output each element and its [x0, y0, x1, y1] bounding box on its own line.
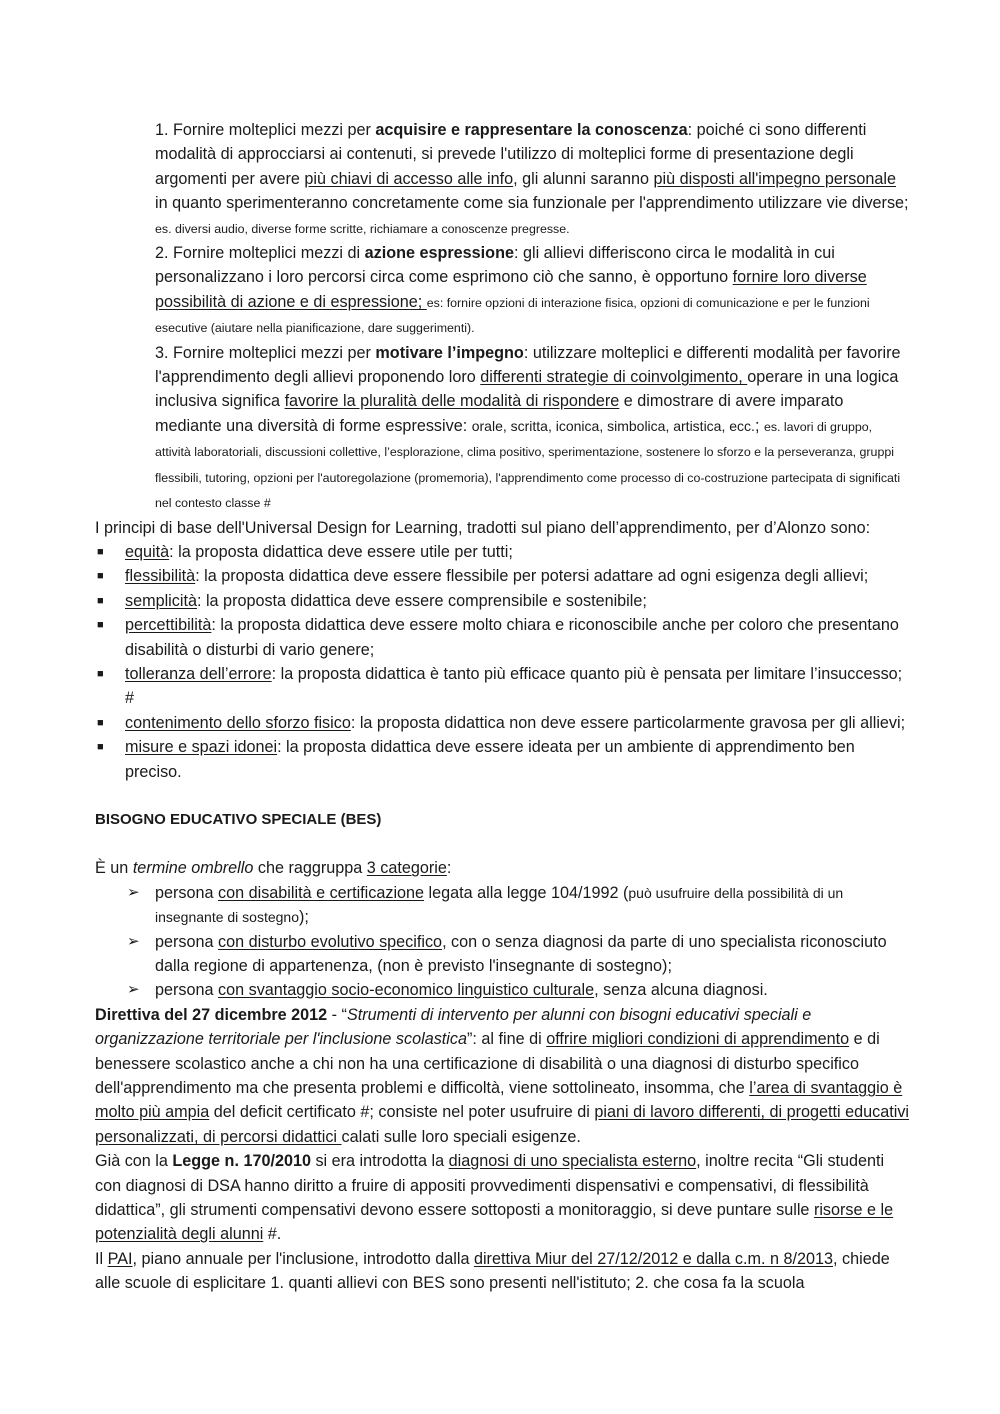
square-bullet-icon: ■	[97, 619, 104, 632]
text: 2. Fornire molteplici mezzi di	[155, 244, 365, 263]
text: ;	[754, 416, 764, 435]
legge-paragraph	[95, 1149, 910, 1247]
bes-intro	[95, 856, 910, 880]
underlined-text: 3 categorie	[366, 859, 447, 878]
text: , con o senza diagnosi da parte di uno specialista riconosciuto dalla regione di appartenenza, (non è previsto l'insegnante di sostegno);	[155, 932, 887, 975]
section-heading: BISOGNO EDUCATIVO SPECIALE (BES)	[95, 810, 382, 828]
principle-term: percettibilità	[125, 616, 212, 635]
udl-point-2	[155, 241, 910, 341]
text: ”: al fine di	[467, 1030, 547, 1049]
principle-term: flessibilità	[125, 567, 196, 586]
text: e dimostrare di avere imparato mediante una diversità di forme espressive:	[155, 392, 844, 435]
text: , inoltre recita “Gli studenti con diagnosi di DSA hanno diritto a fruire di appositi provvedimenti dispensativi e compensativi, di flessibilità didattica”, gli strumenti compensativi devono essere sottoposti a monitoraggio, si deve puntare sulle	[95, 1152, 885, 1220]
underlined-text: offrire migliori condizioni di apprendimento	[546, 1030, 850, 1049]
medium-text: orale, scritta, iconica, simbolica, artistica, ecc.	[471, 417, 755, 434]
text: , piano annuale per l'inclusione, introdotto dalla	[132, 1249, 474, 1268]
principle-term: semplicità	[125, 591, 197, 610]
small-text: può usufruire della possibilità di un insegnante di sostegno	[155, 884, 844, 926]
square-bullet-icon: ■	[97, 716, 104, 729]
text: si era introdotta la	[310, 1152, 449, 1171]
text: operare in una logica inclusiva significa	[155, 368, 899, 411]
principle-text: : la proposta didattica deve essere ideata per un ambiente di apprendimento ben preciso.	[125, 738, 855, 781]
text: persona	[155, 883, 218, 902]
bold-text: Direttiva del 27 dicembre 2012	[95, 1005, 328, 1024]
text: #.	[263, 1225, 282, 1244]
principle-text: : la proposta didattica deve essere utile per tutti;	[169, 542, 513, 561]
text: che raggruppa	[253, 859, 367, 878]
text: del deficit certificato #; consiste nel poter usufruire di	[209, 1103, 595, 1122]
list-item	[95, 564, 910, 588]
small-example-text: es: fornire opzioni di interazione fisica, opzioni di comunicazione e per le funzioni esecutive (aiutare nella pianificazione, dare suggerimenti).	[155, 295, 870, 336]
underlined-text: differenti strategie di coinvolgimento,	[480, 368, 748, 387]
square-bullet-icon: ■	[97, 741, 104, 754]
italic-text: termine ombrello	[132, 859, 254, 878]
underlined-text: piani di lavoro differenti, di progetti educativi personalizzati, di percorsi didattici	[95, 1103, 910, 1146]
small-example-text: es. diversi audio, diverse forme scritte, richiamare a conoscenze pregresse.	[155, 221, 570, 236]
underlined-text: fornire loro diverse possibilità di azione e di espressione;	[155, 268, 867, 311]
udl-point-3	[155, 341, 910, 516]
principle-text: : la proposta didattica deve essere comprensibile e sostenibile;	[196, 591, 647, 610]
small-example-text: es. lavori di gruppo, attività laboratoriali, discussioni collettive, l’esplorazione, clima positivo, sperimentazione, sostenere lo sforzo e la perseveranza, gruppi flessibili, tutoring, opzioni per l'autoregolazione (promemoria), l'apprendimento come processo di co-costruzione partecipata di significati nel contesto classe #	[155, 419, 901, 511]
category-name: con disturbo evolutivo specifico	[218, 932, 443, 951]
principle-term: tolleranza dell’errore	[125, 664, 272, 683]
text: - “	[327, 1005, 347, 1024]
list-item	[125, 978, 910, 1002]
bold-text: acquisire e rappresentare la conoscenza	[375, 121, 688, 139]
list-item	[95, 735, 910, 784]
text: Già con la	[95, 1152, 173, 1171]
square-bullet-icon: ■	[97, 570, 104, 583]
italic-text: Strumenti di intervento per alunni con bisogni educativi speciali e organizzazione territoriale per l'inclusione scolastica	[95, 1005, 812, 1049]
text: , chiede alle scuole di esplicitare 1. quanti allievi con BES sono presenti nell'istituto; 2. che cosa fa la scuola	[95, 1249, 890, 1293]
underlined-text: diagnosi di uno specialista esterno	[448, 1152, 697, 1171]
text: e di benessere scolastico anche a chi non ha una certificazione di disabilità o una diagnosi di disturbo specifico dell'apprendimento ma che presenta problemi e difficoltà, viene sottolineato, insomma, che	[95, 1030, 880, 1098]
text: , senza alcuna diagnosi.	[594, 981, 768, 1000]
text: : gli allievi differiscono circa le modalità in cui personalizzano i loro percorsi circa come esprimono ciò che sanno, è opportuno	[155, 244, 835, 287]
square-bullet-icon: ■	[97, 667, 104, 680]
text: Il	[95, 1249, 108, 1268]
square-bullet-icon: ■	[97, 594, 104, 607]
bold-text: motivare l’impegno	[375, 343, 524, 362]
category-name: con disabilità e certificazione	[218, 883, 425, 902]
text: È un	[95, 859, 133, 878]
pai-paragraph	[95, 1247, 910, 1296]
direttiva-paragraph	[95, 1003, 910, 1149]
arrow-bullet-icon: ➢	[127, 932, 140, 950]
text: : utilizzare molteplici e differenti modalità per favorire l'apprendimento degli allievi proponendo loro	[155, 343, 901, 387]
principle-text: : la proposta didattica deve essere molto chiara e riconoscibile anche per coloro che presentano disabilità o disturbi di vario genere;	[125, 616, 899, 659]
principle-term: contenimento dello sforzo fisico	[125, 713, 351, 732]
text: , gli alunni saranno	[513, 169, 654, 188]
list-item	[95, 589, 910, 613]
principles-intro: I principi di base dell'Universal Design for Learning, tradotti sul piano dell’apprendimento, per d’Alonzo sono:	[95, 518, 871, 537]
list-item	[125, 930, 910, 979]
underlined-text: più chiavi di accesso alle info	[304, 169, 514, 188]
principles-list	[95, 540, 910, 784]
text: calati sulle loro speciali esigenze.	[341, 1127, 581, 1146]
text: 3. Fornire molteplici mezzi per	[155, 343, 376, 362]
list-item	[95, 613, 910, 662]
principle-text: : la proposta didattica è tanto più efficace quanto più è pensata per limitare l’insuccesso; #	[125, 664, 903, 708]
underlined-text: favorire la pluralità delle modalità di rispondere	[284, 392, 620, 411]
principle-term: equità	[125, 542, 170, 561]
principle-text: : la proposta didattica non deve essere particolarmente gravosa per gli allievi;	[350, 713, 906, 732]
document-page	[95, 118, 910, 1296]
underlined-text: risorse e le potenzialità degli alunni	[95, 1201, 894, 1244]
bold-text: azione espressione	[364, 244, 514, 263]
bold-text: Legge n. 170/2010	[172, 1152, 311, 1171]
text: persona	[155, 981, 218, 1000]
square-bullet-icon: ■	[97, 545, 104, 558]
spacer	[95, 832, 910, 856]
udl-point-1	[155, 118, 910, 241]
list-item	[95, 711, 910, 735]
text: );	[299, 908, 309, 927]
list-item	[95, 540, 910, 564]
text: legata alla legge 104/1992 (	[424, 883, 629, 902]
text: in quanto sperimenteranno concretamente come sia funzionale per l'apprendimento utilizzare vie diverse;	[155, 194, 909, 213]
underlined-text: l’area di svantaggio è molto più ampia	[95, 1079, 903, 1122]
arrow-bullet-icon: ➢	[127, 981, 140, 999]
underlined-text: direttiva Miur del 27/12/2012 e dalla c.m. n 8/2013	[473, 1249, 833, 1268]
underlined-text: più disposti all'impegno personale	[653, 169, 896, 188]
list-item	[95, 662, 910, 711]
text: : poiché ci sono differenti modalità di approcciarsi ai contenuti, si prevede l'utilizzo di molteplici forme di presentazione degli argomenti per avere	[155, 121, 867, 188]
arrow-bullet-icon: ➢	[127, 883, 140, 901]
category-name: con svantaggio socio-economico linguistico culturale	[218, 981, 595, 1000]
principle-text: : la proposta didattica deve essere flessibile per potersi adattare ad ogni esigenza degli allievi;	[195, 567, 869, 586]
principle-term: misure e spazi idonei	[125, 738, 278, 757]
text: :	[446, 859, 452, 878]
underlined-text: PAI	[107, 1249, 133, 1268]
bes-categories-list	[95, 881, 910, 1003]
text: 1. Fornire molteplici mezzi per	[155, 121, 376, 139]
list-item	[125, 881, 910, 930]
text: persona	[155, 932, 218, 951]
